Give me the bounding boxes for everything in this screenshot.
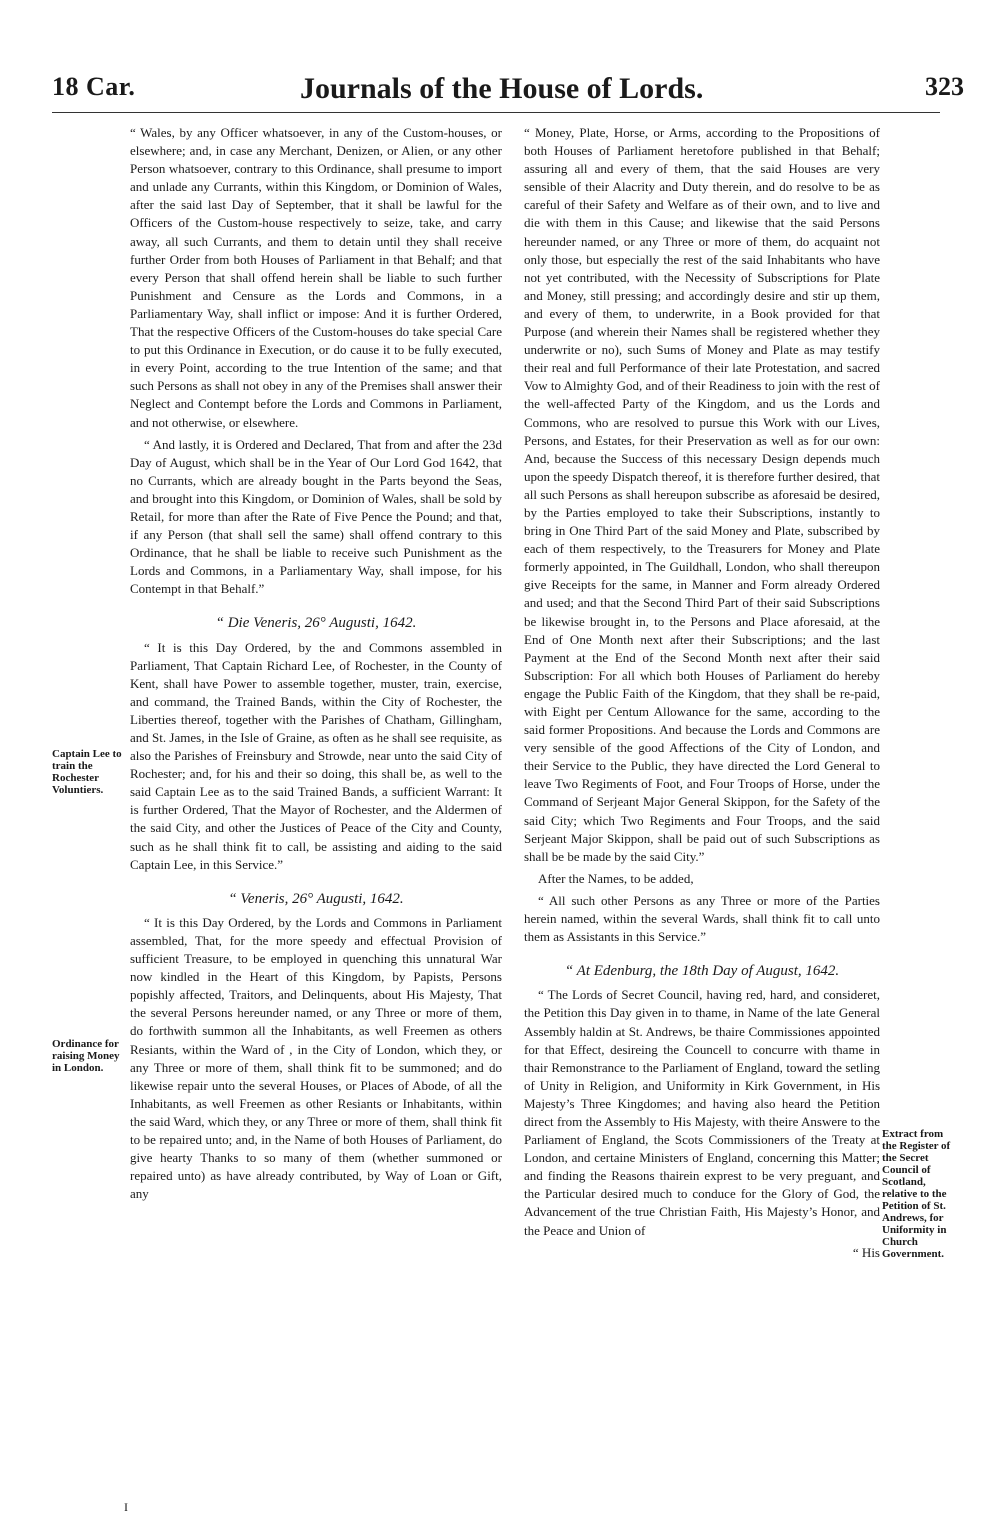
section-heading: “ Die Veneris, 26° Augusti, 1642. bbox=[215, 615, 417, 632]
left-column bbox=[130, 124, 502, 1207]
header-rule bbox=[52, 112, 940, 113]
paragraph: “ And lastly, it is Ordered and Declared, That from and after the 23d Day of August, which shall be in the Year of Our Lord God 1642, that no Currants, which are already bought in the Parts beyond the Seas, and brought into this Kingdom, or Dominion of Wales, shall be sold by Retail, for more than after the Rate of Five Pence the Pound; and that, if any Person (that shall sell the same) shall offend contrary to this Ordinance, that he shall be liable to receive such Punishment as the Lords and Commons, in a Parliamentary Way, shall impose, for his Contempt in that Behalf.” bbox=[130, 436, 502, 597]
folio-mark: I bbox=[124, 1500, 128, 1514]
paragraph: “ Money, Plate, Horse, or Arms, according to the Propositions of both Houses of Parliament heretofore published in that Behalf; assuring all and every of them, that the said Houses are very sensible of their Alacrity and Duty therein, and do resolve to be as careful of their Safety and Welfare as of their own, and to live and die with them in this Cause; and likewise that the said Persons hereunder named, or any Three or more of them, do acquaint not only those, but especially the rest of the said Inhabitants who have not yet contributed, with the Necessity of Subscriptions for Plate and Money, still pressing; and accordingly desire and stir up them, and every of them, to underwrite, in a Book provided for that Purpose (and wherein their Names shall be registered whether they underwrite or no), such Sums of Money and Plate as may testify their real and full Performance of their late Protestation, and sacred Vow to Almighty God, and of their Readiness to join with the rest of the well-affected Party of the Kingdom, and us the Lords and Commons, who are resolved to pursue this Work with our Lives, Persons, and Estates, for their Preservation as well as for our own: And, because the Success of this necessary Design depends much upon the speedy Dispatch thereof, it is therefore further desired, that all such Persons as shall hereupon subscribe as aforesaid be desired, by the Parties employed to take their Subscriptions, instantly to bring in One Third Part of the said Money and Plate, subscribed by each of them respectively, to the Treasurers for Money and Plate formerly appointed, in The Guildhall, London, who shall thereupon give Receipts for the same, in Manner and Form already Ordered and used; and that the Second Third Part of their said Subscriptions be likewise brought in, to the Persons and Place aforesaid, at the End of One Month next after their Subscriptions; and the last Payment at the End of the Second Month next after their said Subscription: For all which both Houses of Parliament do hereby engage the Public Faith of the Kingdom, that they shall be re-paid, with Eight per Centum Allowance for the same, according to the said former Propositions. And because the Lords and Commons are very sensible of the good Affections of the City of London, and their Service to the Public, they have directed the Lord General to leave Two Regiments of Foot, and Four Troops of Horse, under the Command of Serjeant Major General Skippon, for the Safety of the said City; which Two Regiments and Four Troops, and the said Serjeant Major Skippon, shall be paid out of such Subscriptions as shall be be made by the said City.” bbox=[524, 125, 880, 864]
section-heading: “ At Edenburg, the 18th Day of August, 1642. bbox=[564, 963, 840, 980]
regnal-year: 18 Car. bbox=[52, 72, 136, 101]
paragraph: “ Wales, by any Officer whatsoever, in any of the Custom-houses, or elsewhere; and, in case any Merchant, Denizen, or Alien, or any other Person whatsoever, contrary to this Ordinance, shall presume to import and unlade any Currants, within this Kingdom, or Dominion of Wales, after the said last Day of September, that it shall be lawful for the Officers of the Custom-house respectively to seize, take, and carry away, all such Currants, and them to detain until they shall receive further Order from both Houses of Parliament in that Behalf; and that every Person that shall offend herein shall be liable to such further Punishment and Censure as the Lords and Commons, in a Parliamentary Way, shall inflict or impose: And it is further Ordered, That the respective Officers of the Custom-houses do take special Care to put this Ordinance in Execution, or do cause it to be fully executed, in every Point, according to the true Intention of the same; and that such Persons as shall not obey in any of the Premises shall answer their Neglect and Contempt before the Lords and Commons in Parliament, and not otherwise, or elsewhere. bbox=[130, 125, 502, 430]
catchword: “ His bbox=[852, 1244, 880, 1260]
margin-note-extract: Extract from the Register of the Secret Council of Scotland, relative to the Petition of St. Andrews, for Uniformity in Church Government. bbox=[882, 1128, 951, 1260]
paragraph: “ All such other Persons as any Three or more of the Parties herein named, within the several Wards, shall think fit to call unto them as Assistants in this Service.” bbox=[524, 892, 880, 945]
paragraph: “ It is this Day Ordered, by the Lords and Commons in Parliament assembled, That, for the more speedy and effectual Provision of sufficient Treasure, to be employed in quenching this unnatural War now kindled in the Heart of this Kingdom, by Papists, Persons popishly affected, Traitors, and Delinquents, about His Majesty, That the several Persons hereunder named, or any Three or more of them, do forthwith summon all the Inhabitants, as well Freemen as others Resiants, within the Ward of , in the City of London, which they, or any Three or more of them, shall think fit to be summoned; and do likewise repair unto the several Houses, or Places of Abode, of all the Inhabitants, as well Freemen as other Resiants or Inhabitants, within the said Ward, which they, or any Three or more of them, shall think fit to be repaired unto; and, in the Name of both Houses of Parliament, do give hearty Thanks to so many of them (whether summoned or repaired unto) as have already contributed, by Way of Loan or Gift, any bbox=[130, 914, 502, 1202]
paragraph: “ It is this Day Ordered, by the and Commons assembled in Parliament, That Captain Richard Lee, of Rochester, in the County of Kent, shall have Power to assemble together, muster, train, exercise, and command, the Trained Bands, within the City of Rochester, the Liberties thereof, together with the Parishes of Chatham, Gillingham, and St. James, in the Isle of Graine, as often as he shall see requisite, as also the Parishes of Freinsbury and Strowde, near unto the said City of Rochester; and, for his and their so doing, this shall be, as well to the said Captain Lee as to the said Trained Bands, a sufficient Warrant: It is further Ordered, That the Mayor of Rochester, and the Aldermen of the said City, and other the Justices of Peace of the City and County, such as he shall think fit to call, be assisting and aiding to the said Captain Lee, in this Service.” bbox=[130, 639, 502, 872]
margin-note-ordinance: Ordinance for raising Money in London. bbox=[52, 1038, 120, 1074]
page-number: 323 bbox=[925, 72, 964, 101]
section-heading: “ Veneris, 26° Augusti, 1642. bbox=[228, 890, 404, 907]
paragraph: After the Names, to be added, bbox=[538, 870, 694, 886]
paragraph: “ The Lords of Secret Council, having red, hard, and consideret, the Petition this Day given in to thame, in Name of the late General Assembly haldin at St. Andrews, be thaire Commissiones appointed for that Effect, desireing the Councell to concurre with thame in thair Remonstrance to the Parliament of England, toward the setling of Unity in Religion, and Uniformity in Kirk Government, in His Majesty’s Three Kingdomes; and having also heard the Petition direct from the Assembly to His Majesty, with theire Answere to the Parliament of England, the Scots Commissioners of the Treaty at London, and certaine Ministers of England, concerning this Matter; and finding the Reasons thairein exprest to be very preguant, and the Particular desired much to conduce for the Glory of God, the Advancement of the true Christian Faith, His Majesty’s Honor, and the Peace and Union of bbox=[524, 987, 880, 1238]
right-column bbox=[524, 124, 880, 1262]
page-title: Journals of the House of Lords. bbox=[300, 72, 704, 105]
margin-note-captain-lee: Captain Lee to train the Rochester Voluntiers. bbox=[52, 748, 122, 796]
